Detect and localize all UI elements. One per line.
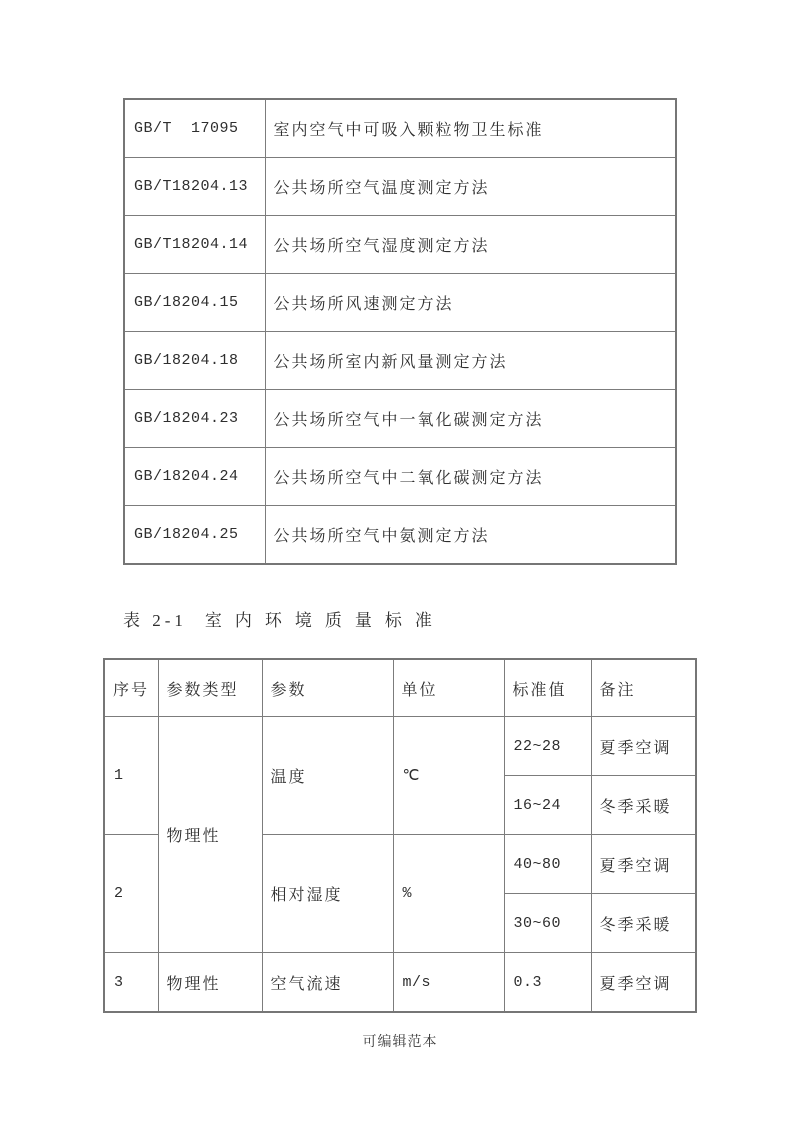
cell-no: 3: [104, 953, 158, 1013]
cell-standard-value: 0.3: [504, 953, 591, 1013]
standard-code-cell: GB/T 17095: [124, 99, 265, 158]
table-caption-number: 表 2-1: [123, 611, 187, 630]
standard-code-cell: GB/T18204.14: [124, 216, 265, 274]
standards-row: [124, 332, 676, 390]
column-header-param-type: 参数类型: [158, 659, 262, 717]
quality-row: [104, 953, 696, 1013]
cell-standard-value: 16~24: [504, 776, 591, 835]
column-header-param: 参数: [262, 659, 393, 717]
column-header-no: 序号: [104, 659, 158, 717]
cell-param-type: 物理性: [158, 953, 262, 1013]
cell-note: 冬季采暖: [591, 776, 696, 835]
cell-no: 1: [104, 717, 158, 835]
cell-unit: %: [393, 835, 504, 953]
standards-row: [124, 158, 676, 216]
column-header-note: 备注: [591, 659, 696, 717]
quality-table: [103, 658, 697, 1013]
standard-code-cell: GB/18204.23: [124, 390, 265, 448]
standards-row: [124, 216, 676, 274]
standard-title-cell: 公共场所空气温度测定方法: [265, 158, 676, 216]
cell-standard-value: 22~28: [504, 717, 591, 776]
table-caption-title: 室内环境质量标准: [204, 611, 445, 630]
standard-title-cell: 公共场所空气湿度测定方法: [265, 216, 676, 274]
cell-param: 相对湿度: [262, 835, 393, 953]
cell-unit: ℃: [393, 717, 504, 835]
cell-standard-value: 40~80: [504, 835, 591, 894]
standard-code-cell: GB/18204.24: [124, 448, 265, 506]
standard-code-cell: GB/18204.25: [124, 506, 265, 565]
standards-row: [124, 99, 676, 158]
cell-standard-value: 30~60: [504, 894, 591, 953]
cell-unit: m/s: [393, 953, 504, 1013]
cell-param: 空气流速: [262, 953, 393, 1013]
quality-row: [104, 717, 696, 776]
standards-row: [124, 448, 676, 506]
cell-note: 夏季空调: [591, 835, 696, 894]
cell-note: 夏季空调: [591, 717, 696, 776]
standards-row: [124, 390, 676, 448]
cell-param: 温度: [262, 717, 393, 835]
standard-title-cell: 公共场所空气中氨测定方法: [265, 506, 676, 565]
standards-row: [124, 506, 676, 565]
cell-note: 冬季采暖: [591, 894, 696, 953]
standard-code-cell: GB/18204.18: [124, 332, 265, 390]
standard-title-cell: 公共场所风速测定方法: [265, 274, 676, 332]
quality-header-row: [104, 659, 696, 717]
standards-row: [124, 274, 676, 332]
footer-watermark: 可编辑范本: [362, 1035, 438, 1050]
standard-title-cell: 公共场所空气中二氧化碳测定方法: [265, 448, 676, 506]
cell-param-type-merged: 物理性: [158, 717, 262, 953]
standard-title-cell: 公共场所室内新风量测定方法: [265, 332, 676, 390]
cell-no: 2: [104, 835, 158, 953]
standard-code-cell: GB/T18204.13: [124, 158, 265, 216]
column-header-unit: 单位: [393, 659, 504, 717]
standard-title-cell: 公共场所空气中一氧化碳测定方法: [265, 390, 676, 448]
column-header-standard-value: 标准值: [504, 659, 591, 717]
cell-note: 夏季空调: [591, 953, 696, 1013]
standard-code-cell: GB/18204.15: [124, 274, 265, 332]
table-caption: [123, 606, 445, 631]
standards-table: [123, 98, 677, 565]
standard-title-cell: 室内空气中可吸入颗粒物卫生标准: [265, 99, 676, 158]
